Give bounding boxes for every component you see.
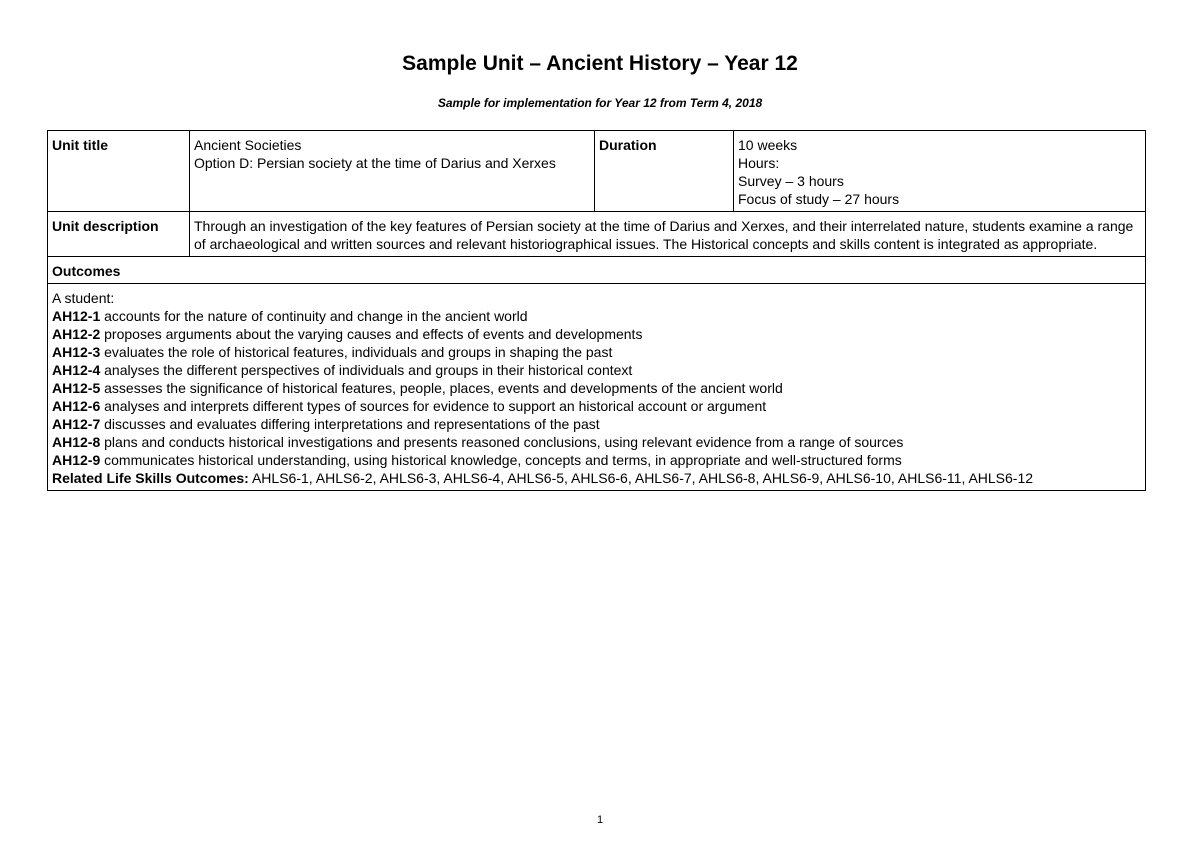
- duration-value: [734, 131, 1146, 212]
- outcomes-intro: A student:: [52, 290, 115, 306]
- document-title: Sample Unit – Ancient History – Year 12: [402, 52, 798, 75]
- unit-description-row: [48, 212, 1146, 257]
- duration-line: Survey – 3 hours: [738, 173, 844, 189]
- unit-title-line: Option D: Persian society at the time of Darius and Xerxes: [194, 155, 556, 171]
- life-skills-outcomes: [52, 469, 1141, 487]
- outcome-text: analyses and interprets different types of sources for evidence to support an historical account or argument: [104, 398, 767, 414]
- outcome-text: evaluates the role of historical features, individuals and groups in shaping the past: [104, 344, 613, 360]
- document-subtitle: Sample for implementation for Year 12 from Term 4, 2018: [437, 96, 763, 110]
- outcome-text: discusses and evaluates differing interpretations and representations of the past: [104, 416, 600, 432]
- duration-line: 10 weeks: [738, 137, 798, 153]
- outcome-text: accounts for the nature of continuity and change in the ancient world: [104, 308, 528, 324]
- outcome-text: analyses the different perspectives of individuals and groups in their historical context: [104, 362, 633, 378]
- unit-description-text: Through an investigation of the key features of Persian society at the time of Darius and Xerxes, and their interrelated nature, students examine a range of archaeological and written sources and relevant historiographical issues. The Historical concepts and skills content is integrated as appropriate.: [190, 212, 1146, 257]
- outcomes-label: Outcomes: [48, 257, 1146, 284]
- outcome-code: AH12-4: [52, 362, 101, 378]
- life-skills-text: AHLS6-1, AHLS6-2, AHLS6-3, AHLS6-4, AHLS6-5, AHLS6-6, AHLS6-7, AHLS6-8, AHLS6-9, AHLS6-10, AHLS6-11, AHLS6-12: [251, 470, 1034, 486]
- outcomes-header-row: [48, 257, 1146, 284]
- outcome-item: [52, 307, 1141, 325]
- outcome-text: communicates historical understanding, using historical knowledge, concepts and terms, in appropriate and well-structured forms: [104, 452, 902, 468]
- outcome-item: [52, 361, 1141, 379]
- outcomes-row: [48, 284, 1146, 491]
- outcome-code: AH12-6: [52, 398, 101, 414]
- duration-label: Duration: [595, 131, 734, 212]
- outcome-code: AH12-1: [52, 308, 101, 324]
- outcome-item: [52, 397, 1141, 415]
- outcome-code: AH12-2: [52, 326, 101, 342]
- unit-title-row: [48, 131, 1146, 212]
- outcome-text: proposes arguments about the varying causes and effects of events and developments: [104, 326, 643, 342]
- outcome-code: AH12-8: [52, 434, 101, 450]
- outcome-text: assesses the significance of historical features, people, places, events and developments of the ancient world: [104, 380, 783, 396]
- outcome-text: plans and conducts historical investigations and presents reasoned conclusions, using relevant evidence from a range of sources: [104, 434, 904, 450]
- unit-table: [47, 130, 1146, 491]
- life-skills-label: Related Life Skills Outcomes:: [52, 470, 249, 486]
- outcome-item: [52, 451, 1141, 469]
- outcomes-list: [48, 284, 1146, 491]
- outcome-code: AH12-3: [52, 344, 101, 360]
- outcome-item: [52, 343, 1141, 361]
- unit-title-value: [190, 131, 595, 212]
- duration-line: Hours:: [738, 155, 780, 171]
- unit-description-label: Unit description: [48, 212, 190, 257]
- outcome-code: AH12-9: [52, 452, 101, 468]
- outcome-item: [52, 433, 1141, 451]
- unit-title-line: Ancient Societies: [194, 137, 302, 153]
- outcome-code: AH12-7: [52, 416, 101, 432]
- page-number: 1: [596, 814, 604, 826]
- duration-line: Focus of study – 27 hours: [738, 191, 900, 207]
- outcome-item: [52, 325, 1141, 343]
- outcome-code: AH12-5: [52, 380, 101, 396]
- outcome-item: [52, 415, 1141, 433]
- unit-title-label: Unit title: [48, 131, 190, 212]
- outcome-item: [52, 379, 1141, 397]
